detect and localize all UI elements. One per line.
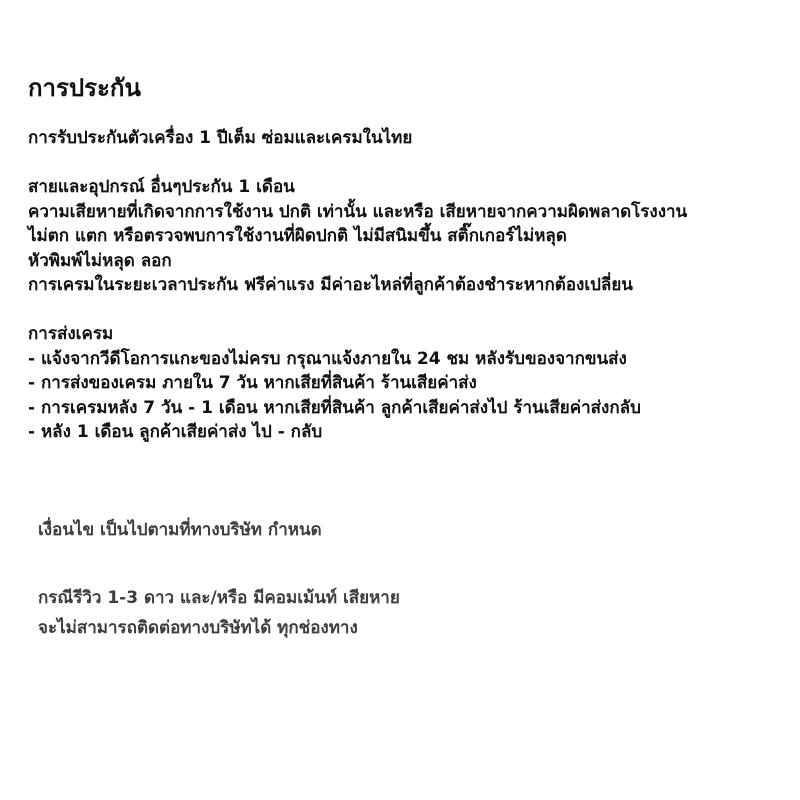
claim-item: - การส่งของเครม ภายใน 7 วัน หากเสียที่สินค้า ร้านเสียค่าส่ง xyxy=(28,373,477,393)
device-warranty-text: การรับประกันตัวเครื่อง 1 ปีเต็ม ซ่อมและเครมในไทย xyxy=(28,128,413,148)
accessories-section xyxy=(28,175,788,298)
review-note-line: กรณีรีวิว 1-3 ดาว และ/หรือ มีคอมเม้นท์ เสียหาย xyxy=(38,588,400,608)
page-title: การประกัน xyxy=(28,74,141,102)
spacer xyxy=(28,151,788,176)
review-note-line: จะไม่สามารถติดต่อทางบริษัทได้ ทุกช่องทาง xyxy=(38,618,358,638)
claim-item: - แจ้งจากวีดีโอการแกะของไม่ครบ กรุณาแจ้งภายใน 24 ชม หลังรับของจากขนส่ง xyxy=(28,348,627,369)
accessories-line: สายและอุปกรณ์ อื่นๆประกัน 1 เดือน xyxy=(28,177,295,197)
warranty-document xyxy=(28,68,788,445)
claim-item: - การเครมหลัง 7 วัน - 1 เดือน หากเสียที่สินค้า ลูกค้าเสียค่าส่งไป ร้านเสียค่าส่งกลับ xyxy=(28,397,641,418)
accessories-line: ไม่ตก แตก หรือตรวจพบการใช้งานที่ผิดปกติ ไม่มีสนิมขึ้น สติ๊กเกอร์ไม่หลุด xyxy=(28,226,567,246)
accessories-line: ความเสียหายที่เกิดจากการใช้งาน ปกติ เท่านั้น และหรือ เสียหายจากความผิดพลาดโรงงาน xyxy=(28,201,688,222)
claim-section xyxy=(28,322,788,445)
claim-heading: การส่งเครม xyxy=(28,324,114,344)
conditions-note: เงื่อนไข เป็นไปตามที่ทางบริษัท กำหนด xyxy=(38,520,322,540)
claim-item: - หลัง 1 เดือน ลูกค้าเสียค่าส่ง ไป - กลับ xyxy=(28,422,323,442)
review-note xyxy=(38,583,778,643)
accessories-line: หัวพิมพ์ไม่หลุด ลอก xyxy=(28,250,172,271)
spacer xyxy=(28,298,788,323)
accessories-line: การเครมในระยะเวลาประกัน ฟรีค่าแรง มีค่าอะไหล่ที่ลูกค้าต้องชำระหากต้องเปลี่ยน xyxy=(28,275,633,295)
